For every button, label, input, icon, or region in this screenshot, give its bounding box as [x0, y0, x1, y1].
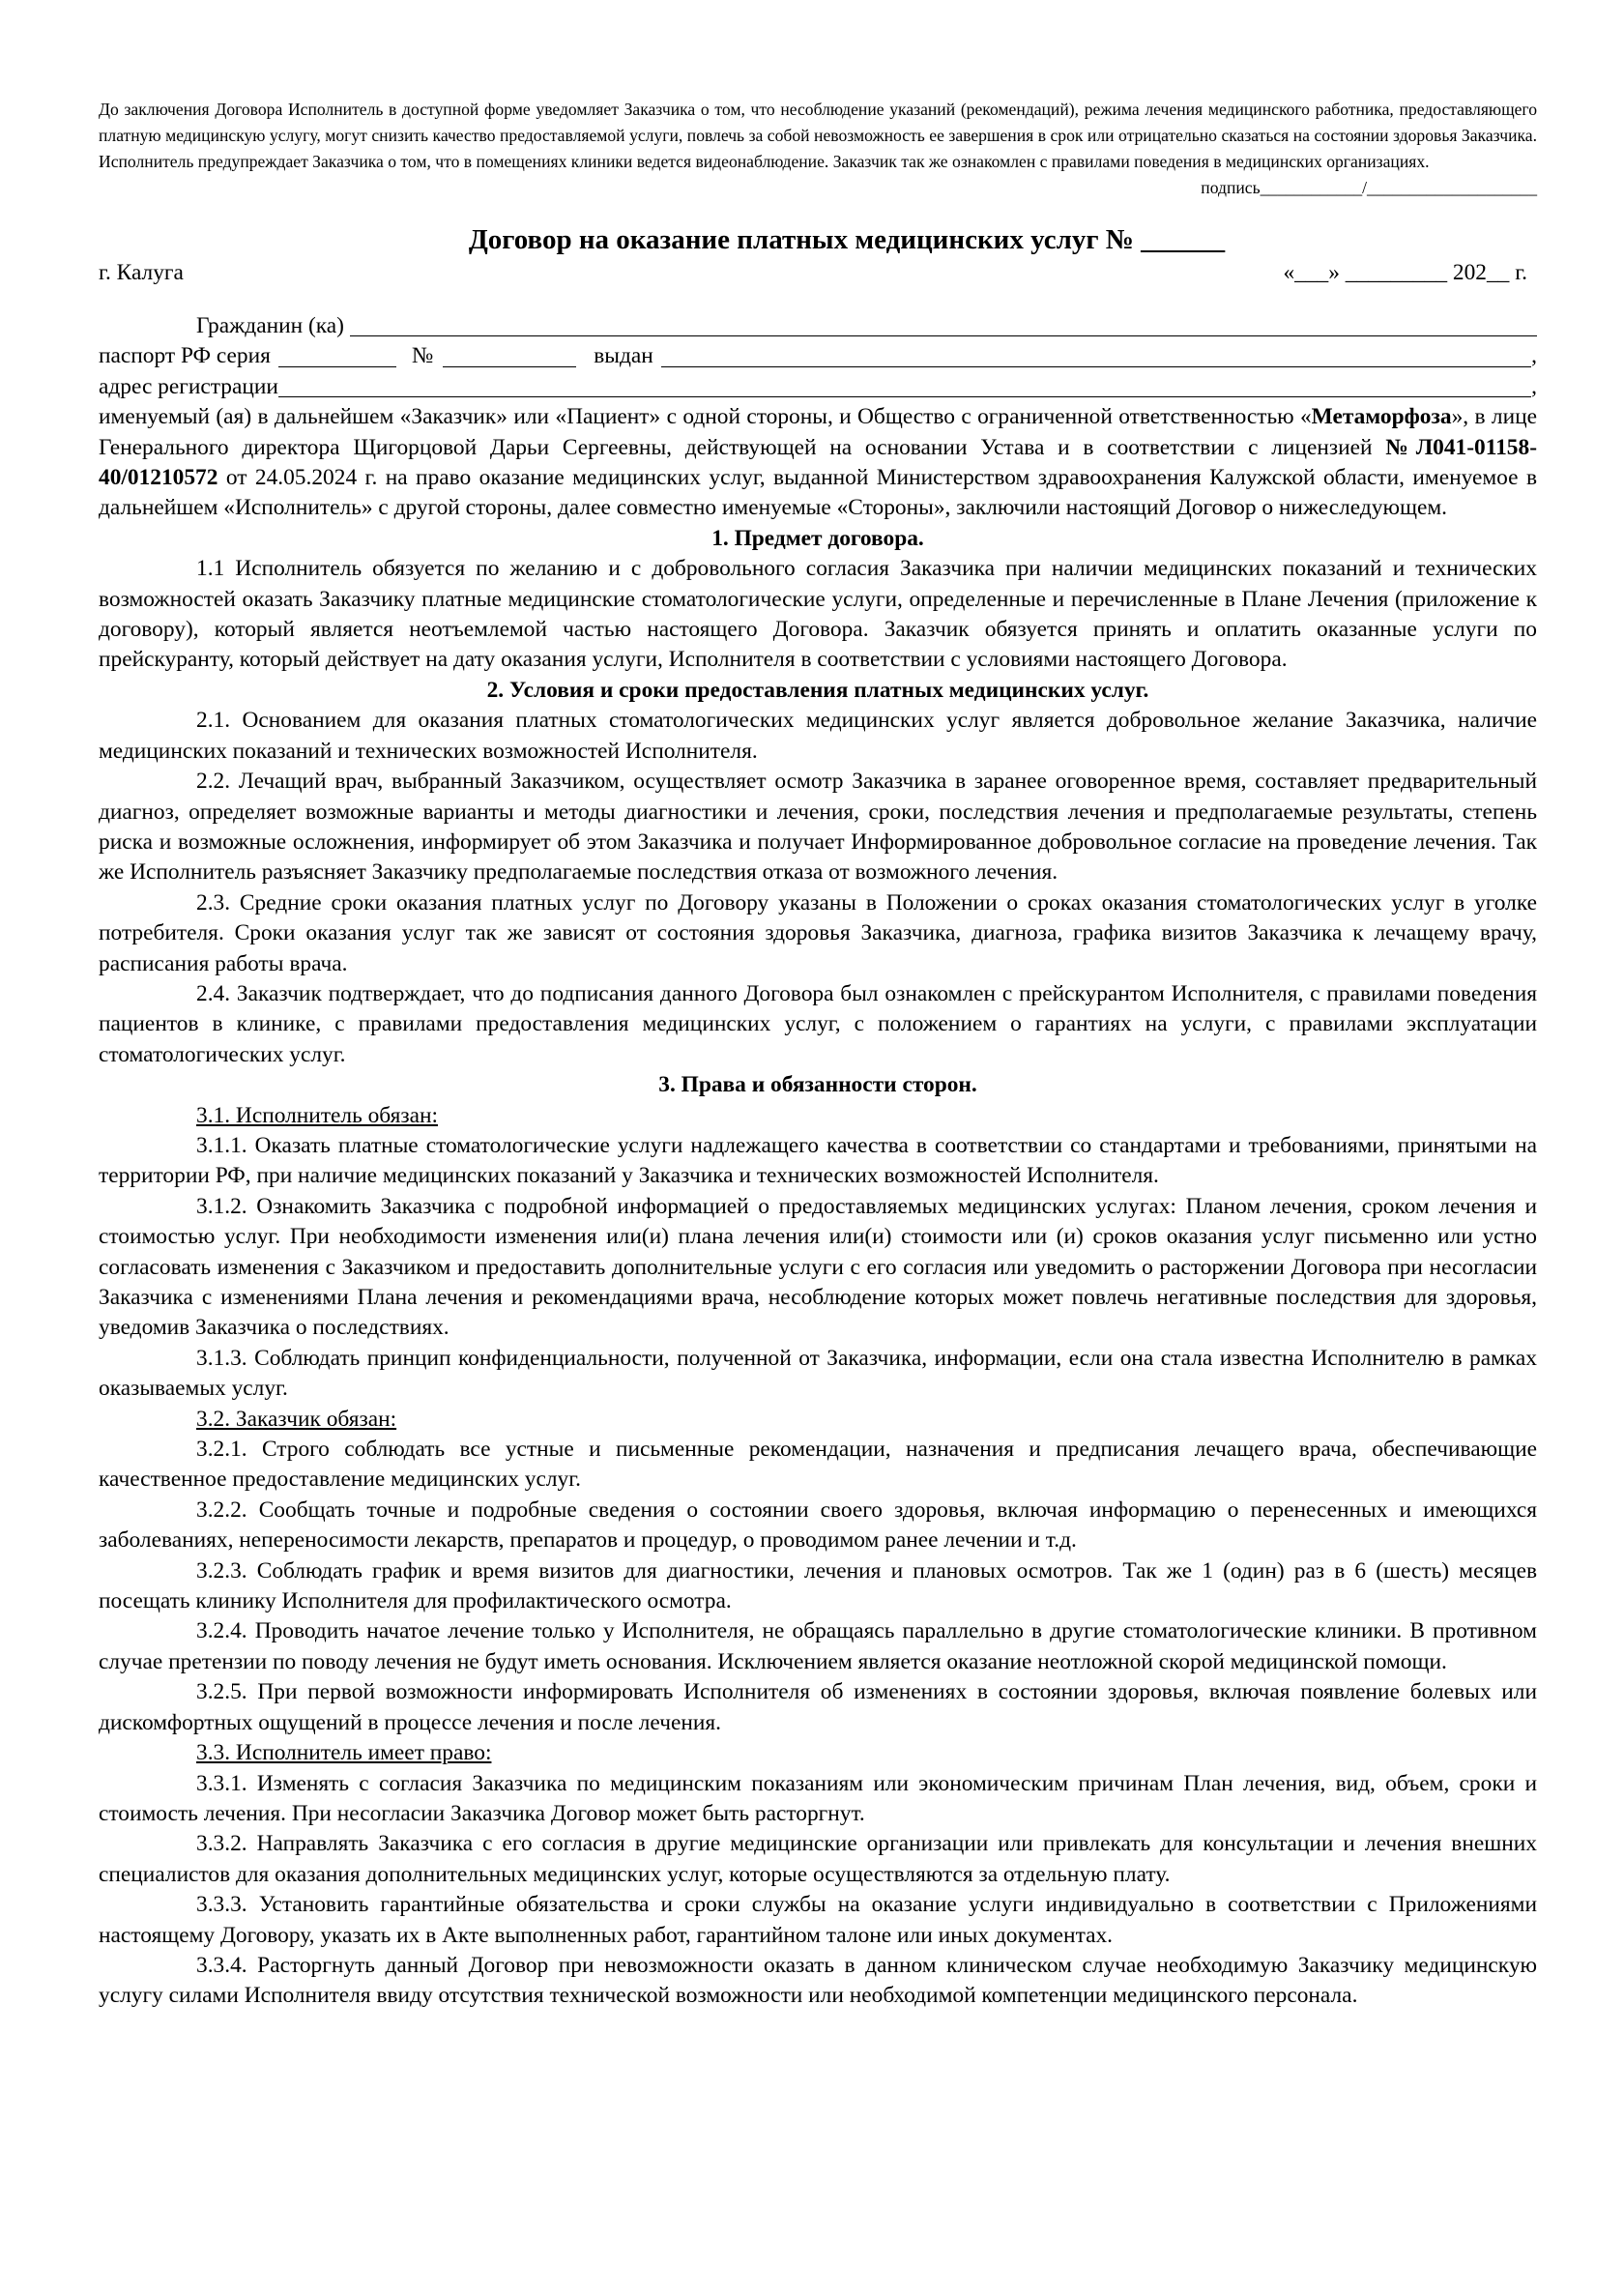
- citizen-line: [99, 311, 1537, 341]
- clause-3-3-4: 3.3.4. Расторгнуть данный Договор при невозможности оказать в данном клиническом случае необходимую Заказчику медицинскую услугу силами Исполнителя ввиду отсутствия технической возможности или необходимой компетенции медицинского персонала.: [99, 1952, 1537, 2009]
- subsection-3-1: 3.1. Исполнитель обязан:: [196, 1102, 439, 1128]
- clause-2-4: 2.4. Заказчик подтверждает, что до подписания данного Договора был ознакомлен с прейскурантом Исполнителя, с правилами поведения пациентов в клинике, с правилами предоставления медицинских услуг, с положением о гарантиях на услуги, с правилами эксплуатации стоматологических услуг.: [99, 980, 1537, 1067]
- clause-3-2-4: 3.2.4. Проводить начатое лечение только у Исполнителя, не обращаясь параллельно в другие стоматологические клиники. В противном случае претензии по поводу лечения не будут иметь основания. Исключением является оказание неотложной скорой медицинской помощи.: [99, 1618, 1537, 1674]
- address-blank[interactable]: [278, 375, 1531, 397]
- clause-3-2-3: 3.2.3. Соблюдать график и время визитов для диагностики, лечения и плановых осмотров. Так же 1 (один) раз в 6 (шесть) месяцев посещать клинику Исполнителя для профилактического осмотра.: [99, 1557, 1537, 1614]
- passport-line: паспорт РФ серия № выдан ,: [99, 341, 1537, 371]
- address-line: адрес регистрации ,: [99, 372, 1537, 402]
- passport-label: паспорт РФ серия: [99, 343, 271, 369]
- passport-issued-label: выдан: [594, 343, 653, 369]
- citizen-name-blank[interactable]: [350, 314, 1537, 336]
- clause-3-1-1: 3.1.1. Оказать платные стоматологические услуги надлежащего качества в соответствии со стандартами и требованиями, принятыми на территории РФ, при наличие медицинских показаний у Заказчика и технических возможностей Исполнителя.: [99, 1132, 1537, 1189]
- contract-page: [99, 97, 1537, 2012]
- clause-3-1-2: 3.1.2. Ознакомить Заказчика с подробной информацией о предоставляемых медицинских услугах: Планом лечения, сроком лечения и стоимостью услуг. При необходимости изменения или(и) плана лечения или(и) стоимости или (и) сроков оказания услуг письменно или устно согласовать изменения с Заказчиком и предоставить дополнительные услуги с его согласия или уведомить о расторжении Договора при несогласии Заказчика с изменениями Плана лечения и рекомендациями врача, несоблюдение которых может повлечь негативные последствия для здоровья, уведомив Заказчика о последствиях.: [99, 1193, 1537, 1341]
- notice-signature-line: подпись____________/____________________: [1201, 178, 1537, 197]
- parties-preamble: именуемый (ая) в дальнейшем «Заказчик» или «Пациент» с одной стороны, и Общество с ограниченной ответственностью «Метаморфоза», в лице Генерального директора Щигорцовой Дарьи Сергеевны, действующей на основании Устава и в соответствии с лицензией №Л041-01158-40/01210572 от 24.05.2024 г. на право оказание медицинских услуг, выданной Министерством здравоохранения Калужской области, именуемое в дальнейшем «Исполнитель» с другой стороны, далее совместно именуемые «Стороны», заключили настоящий Договор о нижеследующем.: [99, 404, 1538, 521]
- passport-number-label: №: [411, 343, 434, 369]
- clause-1-1: 1.1 Исполнитель обязуется по желанию и с добровольного согласия Заказчика при наличии медицинских показаний и технических возможностей оказать Заказчику платные медицинские стоматологические услуги, определенные и перечисленные в Плане Лечения (приложение к договору), который является неотъемлемой частью настоящего Договора. Заказчик обязуется принять и оплатить оказанные услуги по прейскуранту, который действует на дату оказания услуги, Исполнителя в соответствии с условиями настоящего Договора.: [99, 556, 1537, 673]
- contract-title: Договор на оказание платных медицинских услуг № ______: [468, 224, 1226, 255]
- clause-2-1: 2.1. Основанием для оказания платных стоматологических медицинских услуг является добровольное желание Заказчика, наличие медицинских показаний и технических возможностей Исполнителя.: [99, 708, 1537, 764]
- clause-3-2-1: 3.2.1. Строго соблюдать все устные и письменные рекомендации, назначения и предписания лечащего врача, обеспечивающие качественное предоставление медицинских услуг.: [99, 1437, 1537, 1493]
- subsection-3-2: 3.2. Заказчик обязан:: [196, 1406, 397, 1432]
- clause-3-2-5: 3.2.5. При первой возможности информировать Исполнителя об изменениях в состоянии здоровья, включая появление болевых или дискомфортных ощущений в процессе лечения и после лечения.: [99, 1679, 1537, 1735]
- passport-series-blank[interactable]: [278, 345, 396, 367]
- clause-2-2: 2.2. Лечащий врач, выбранный Заказчиком, осуществляет осмотр Заказчика в заранее оговоренное время, составляет предварительный диагноз, определяет возможные варианты и методы диагностики и лечения, сроки, последствия лечения и предполагаемые результаты, степень риска и возможные осложнения, информирует об этом Заказчика и получает Информированное добровольное согласие на проведение лечения. Так же Исполнитель разъясняет Заказчику предполагаемые последствия отказа от возможного лечения.: [99, 769, 1537, 886]
- contract-city: г. Калуга: [99, 260, 184, 285]
- passport-number-blank[interactable]: [443, 345, 576, 367]
- clause-2-3: 2.3. Средние сроки оказания платных услуг по Договору указаны в Положении о сроках оказания стоматологических услуг в уголке потребителя. Сроки оказания услуг так же зависят от состояния здоровья Заказчика, диагноза, графика визитов Заказчика к лечащему врачу, расписания работы врача.: [99, 889, 1537, 976]
- clause-3-2-2: 3.2.2. Сообщать точные и подробные сведения о состоянии своего здоровья, включая информацию о перенесенных и имеющихся заболеваниях, непереносимости лекарств, препаратов и процедур, о проводимом ранее лечении и т.д.: [99, 1497, 1537, 1554]
- subsection-3-3: 3.3. Исполнитель имеет право:: [196, 1740, 492, 1766]
- license-number: №Л041-01158-40/01210572: [99, 434, 1537, 491]
- clause-3-1-3: 3.1.3. Соблюдать принцип конфиденциальности, полученной от Заказчика, информации, если она стала известна Исполнителю в рамках оказываемых услуг.: [99, 1345, 1537, 1402]
- address-label: адрес регистрации: [99, 373, 278, 399]
- section-1-heading: 1. Предмет договора.: [711, 525, 924, 551]
- citizen-label: Гражданин (ка): [196, 313, 344, 338]
- section-3-heading: 3. Права и обязанности сторон.: [658, 1072, 977, 1098]
- contract-date: «___» _________ 202__ г.: [1283, 260, 1527, 285]
- passport-issued-blank[interactable]: [661, 345, 1531, 367]
- clause-3-3-3: 3.3.3. Установить гарантийные обязательства и сроки службы на оказание услуги индивидуально в соответствии с Приложениями настоящему Договору, указать их в Акте выполненных работ, гарантийном талоне или иных документах.: [99, 1892, 1537, 1948]
- pre-contract-notice: До заключения Договора Исполнитель в доступной форме уведомляет Заказчика о том, что несоблюдение указаний (рекомендаций), режима лечения медицинского работника, предоставляющего платную медицинскую услугу, могут снизить качество предоставляемой услуги, повлечь за собой невозможность ее завершения в срок или отрицательно сказаться на состоянии здоровья Заказчика. Исполнитель предупреждает Заказчика о том, что в помещениях клиники ведется видеонаблюдение. Заказчик так же ознакомлен с правилами поведения в медицинских организациях.: [99, 100, 1537, 171]
- company-name: Метаморфоза: [1311, 404, 1452, 430]
- city-date-row: [99, 257, 1537, 288]
- section-2-heading: 2. Условия и сроки предоставления платных медицинских услуг.: [486, 677, 1149, 703]
- clause-3-3-1: 3.3.1. Изменять с согласия Заказчика по медицинским показаниям или экономическим причинам План лечения, вид, объем, сроки и стоимость лечения. При несогласии Заказчика Договор может быть расторгнут.: [99, 1770, 1537, 1826]
- clause-3-3-2: 3.3.2. Направлять Заказчика с его согласия в другие медицинские организации или привлекать для консультации и лечения внешних специалистов для оказания дополнительных медицинских услуг, которые осуществляются за отдельную плату.: [99, 1831, 1537, 1887]
- contract-body: [99, 311, 1537, 2012]
